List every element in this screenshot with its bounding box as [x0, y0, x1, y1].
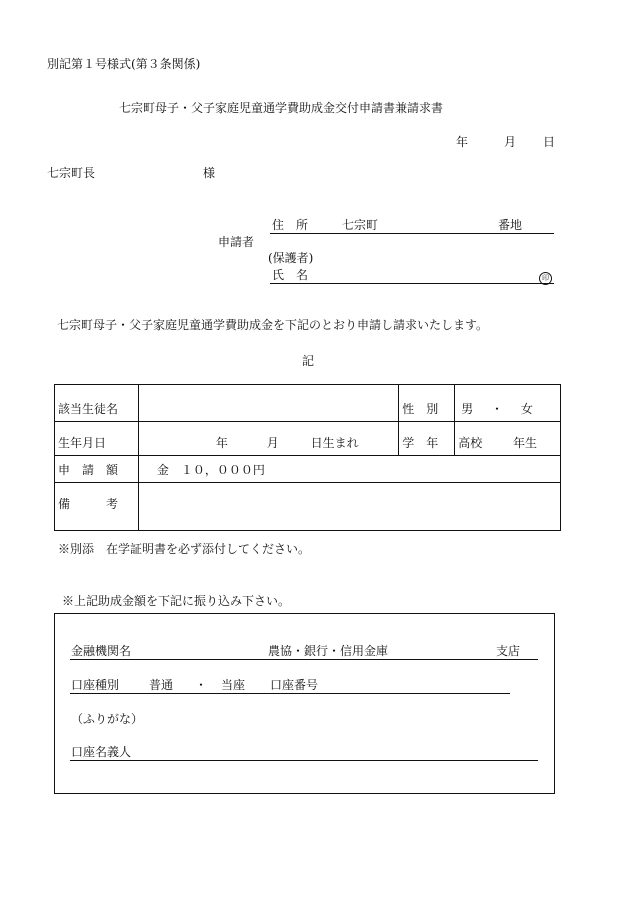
institution-underline: [70, 659, 538, 660]
bank-info-box: [54, 613, 555, 794]
institution-label: 金融機関名: [71, 644, 132, 658]
date-day-label: 日: [543, 135, 556, 149]
amount-value: 金 １０，０００円: [138, 456, 560, 483]
form-title: 七宗町母子・父子家庭児童通学費助成金交付申請書兼請求書: [119, 101, 444, 115]
addressee-name: 七宗町長: [47, 166, 96, 180]
account-type-separator: ・: [195, 678, 208, 692]
sex-female: 女: [520, 402, 533, 416]
birth-suffix: 日生まれ: [310, 436, 359, 450]
branch-label: 支店: [496, 644, 521, 658]
account-number-label: 口座番号: [270, 678, 319, 692]
birth-year-label: 年: [215, 436, 228, 450]
table-row: [55, 456, 561, 483]
grade-field: [455, 422, 561, 456]
applicant-label: 申請者: [218, 235, 255, 249]
grade-school: 高校: [458, 436, 483, 450]
sex-label: 性 別: [399, 385, 455, 422]
account-type-current: 当座: [221, 678, 246, 692]
application-table: [54, 384, 561, 531]
account-underline: [70, 693, 510, 694]
name-label: 氏 名: [272, 268, 309, 282]
date-month-label: 月: [504, 135, 517, 149]
address-label: 住 所: [272, 218, 309, 232]
birthdate-label: 生年月日: [55, 422, 139, 456]
table-row: [55, 385, 561, 422]
student-name-field: [138, 385, 398, 422]
addressee-honorific: 様: [203, 166, 216, 180]
student-name-label: 該当生徒名: [55, 385, 139, 422]
sex-field: [455, 385, 561, 422]
ki-heading: 記: [302, 354, 315, 368]
institution-types: 農協・銀行・信用金庫: [268, 644, 389, 658]
grade-label: 学 年: [399, 422, 455, 456]
birth-month-label: 月: [266, 436, 279, 450]
table-row: [55, 422, 561, 456]
account-type-ordinary: 普通: [149, 678, 174, 692]
grade-suffix: 年生: [513, 436, 538, 450]
name-underline: [270, 283, 554, 284]
account-type-label: 口座種別: [71, 678, 120, 692]
remarks-label: 備 考: [55, 483, 139, 531]
form-reference: 別記第１号様式(第３条関係): [47, 57, 201, 71]
address-suffix: 番地: [498, 218, 523, 232]
account-holder-label: 口座名義人: [71, 745, 132, 759]
birthdate-field: [138, 422, 398, 456]
remarks-field: [138, 483, 560, 531]
amount-label: 申 請 額: [55, 456, 139, 483]
sex-male: 男: [461, 402, 474, 416]
table-row: [55, 483, 561, 531]
attachment-note: ※別添 在学証明書を必ず添付してください。: [58, 542, 311, 556]
seal-mark: 印: [539, 272, 552, 285]
address-underline: [270, 233, 554, 234]
furigana-label: （ふりがな）: [71, 712, 144, 726]
address-town: 七宗町: [342, 218, 379, 232]
holder-underline: [70, 760, 538, 761]
transfer-note: ※上記助成金額を下記に振り込み下さい。: [62, 594, 291, 608]
sex-separator: ・: [491, 402, 504, 416]
date-year-label: 年: [456, 135, 469, 149]
guardian-label: (保護者): [268, 251, 314, 265]
application-statement: 七宗町母子・父子家庭児童通学費助成金を下記のとおり申請し請求いたします。: [57, 318, 489, 332]
